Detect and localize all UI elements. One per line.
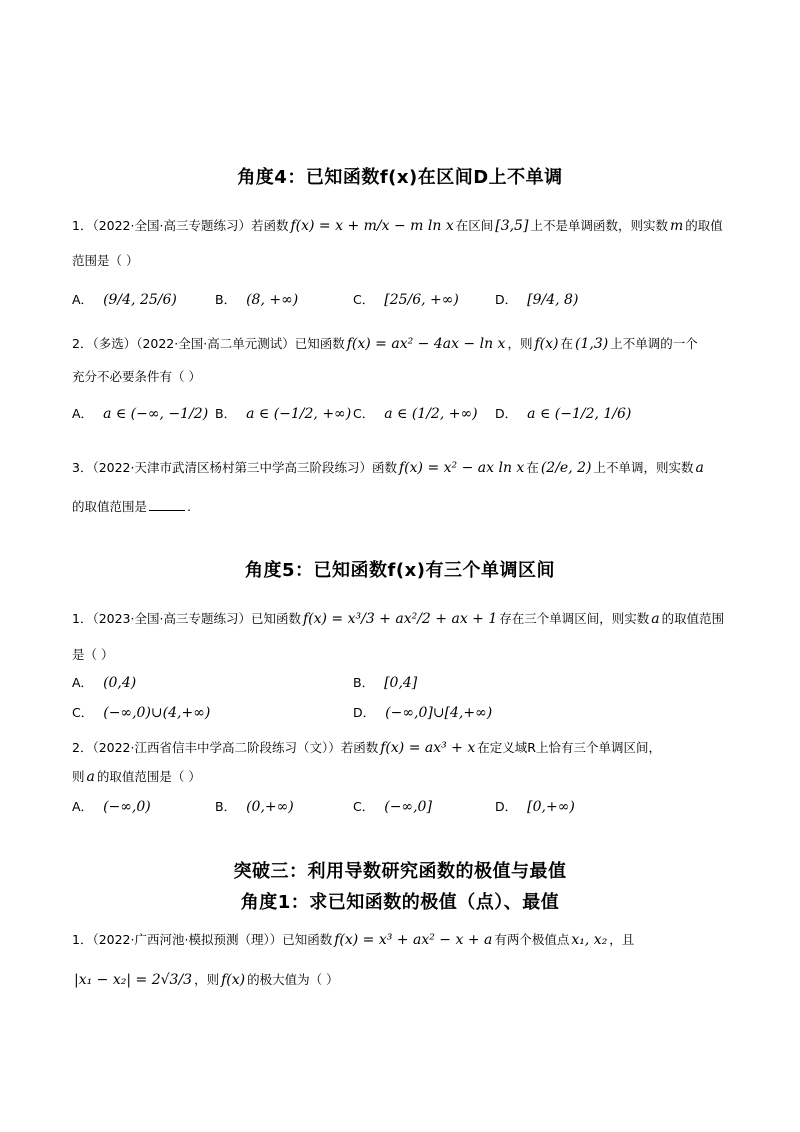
- interval: [3,5]: [495, 218, 529, 234]
- option-b: B． (8, +∞): [215, 292, 299, 308]
- option-d: D． [9/4, 8): [495, 292, 579, 308]
- option-a: A． a ∈ (−∞, −1/2): [72, 406, 209, 422]
- formula: f(x) = ax³ + x: [380, 740, 476, 756]
- question-4-2-line1: 2．（多选）（2022·全国·高二单元测试）已知函数 f(x) = ax² − 4ax − ln x ，则 f(x) 在 (1,3) 上不单调的一个: [72, 336, 698, 352]
- question-4-3-line2: 的取值范围是 .: [72, 499, 191, 514]
- extreme-points: x₁, x₂: [571, 932, 608, 948]
- question-4-2-line2: 充分不必要条件有（ ）: [72, 369, 201, 384]
- answer-blank: [149, 500, 185, 511]
- interval: (2/e, 2): [540, 460, 592, 476]
- question-5-1-line2: 是（ ）: [72, 647, 114, 662]
- section-heading-angle4: 角度4：已知函数f(x)在区间D上不单调: [237, 167, 563, 188]
- question-4-1-line2: 范围是（ ）: [72, 253, 139, 268]
- option-b: B． [0,4]: [353, 675, 418, 691]
- interval: (1,3): [575, 336, 609, 352]
- section-heading-angle5: 角度5：已知函数f(x)有三个单调区间: [245, 560, 555, 581]
- condition: |x₁ − x₂| = 2√3/3: [74, 972, 193, 988]
- question-4-1-line1: 1．（2022·全国·高三专题练习）若函数 f(x) = x + m/x − m ln x 在区间 [3,5] 上不是单调函数，则实数 m 的取值: [72, 218, 723, 234]
- formula: f(x) = ax² − 4ax − ln x: [346, 336, 506, 352]
- variable: a: [651, 611, 660, 627]
- variable: m: [669, 218, 684, 234]
- option-d: D． (−∞,0]∪[4,+∞): [353, 705, 493, 721]
- option-c: C． (−∞,0)∪(4,+∞): [72, 705, 211, 721]
- option-c: C． (−∞,0]: [353, 799, 432, 815]
- question-5-2-line2: 则 a 的取值范围是（ ）: [72, 769, 201, 785]
- option-a: A． (9/4, 25/6): [72, 292, 177, 308]
- formula: f(x) = x³/3 + ax²/2 + ax + 1: [302, 611, 498, 627]
- option-a: A． (0,4): [72, 675, 137, 691]
- section-heading-breakthrough3: 突破三：利用导数研究函数的极值与最值: [233, 861, 567, 882]
- option-b: B． (0,+∞): [215, 799, 294, 815]
- question-5-2-line1: 2．（2022·江西省信丰中学高二阶段练习（文））若函数 f(x) = ax³ + x 在定义域R上恰有三个单调区间，: [72, 740, 661, 756]
- variable: a: [86, 769, 95, 785]
- question-b3-1-line1: 1．（2022·广西河池·模拟预测（理））已知函数 f(x) = x³ + ax² − x + a 有两个极值点 x₁, x₂ ，且: [72, 932, 635, 948]
- option-c: C． [25/6, +∞): [353, 292, 459, 308]
- question-b3-1-line2: |x₁ − x₂| = 2√3/3 ，则 f(x) 的极大值为（ ）: [74, 972, 339, 988]
- formula: f(x) = x² − ax ln x: [399, 460, 525, 476]
- question-5-1-line1: 1．（2023·全国·高三专题练习）已知函数 f(x) = x³/3 + ax²/2 + ax + 1 存在三个单调区间，则实数 a 的取值范围: [72, 611, 725, 627]
- option-d: D． a ∈ (−1/2, 1/6): [495, 406, 632, 422]
- variable: a: [695, 460, 704, 476]
- option-b: B． a ∈ (−1/2, +∞): [215, 406, 352, 422]
- option-d: D． [0,+∞): [495, 799, 575, 815]
- question-4-3-line1: 3．（2022·天津市武清区杨村第三中学高三阶段练习）函数 f(x) = x² − ax ln x 在 (2/e, 2) 上不单调，则实数 a: [72, 460, 704, 476]
- section-subheading-angle1: 角度1：求已知函数的极值（点）、最值: [240, 892, 560, 913]
- formula: f(x) = x³ + ax² − x + a: [334, 932, 493, 948]
- option-a: A． (−∞,0): [72, 799, 151, 815]
- option-c: C． a ∈ (1/2, +∞): [353, 406, 478, 422]
- formula: f(x) = x + m/x − m ln x: [290, 218, 454, 234]
